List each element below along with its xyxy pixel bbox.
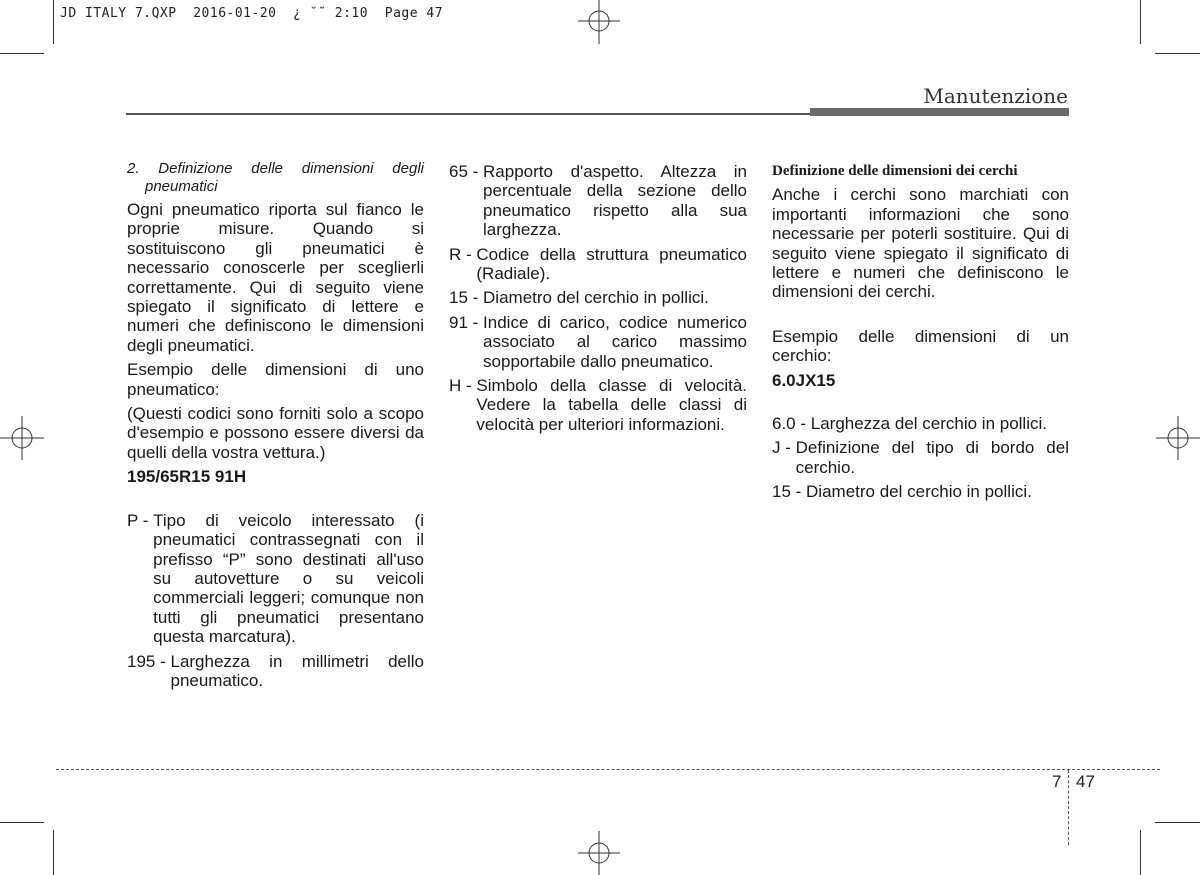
registration-mark-icon [1156, 416, 1200, 460]
crop-mark [53, 830, 54, 875]
definition-key: J - [772, 438, 796, 458]
column-left [127, 160, 424, 695]
definition-key: P - [127, 510, 154, 530]
header-rule-accent [810, 108, 1069, 116]
paragraph: Esempio delle dimensioni di uno pneumatico: [127, 360, 424, 399]
definition-item [772, 438, 1069, 477]
definition-item [449, 313, 747, 371]
footer-divider [1068, 770, 1069, 845]
definition-text: Rapporto d'aspetto. Altezza in percentuale della sezione dello pneumatico rispetto alla sua larghezza. [483, 162, 747, 240]
definition-key: 15 - [772, 482, 807, 502]
crop-mark [0, 53, 44, 54]
crop-mark [1140, 830, 1141, 875]
definition-item [127, 511, 424, 647]
chapter-number: 7 [1052, 772, 1062, 791]
crop-mark [1155, 53, 1200, 54]
print-slug: JD ITALY 7.QXP 2016-01-20 ¿ ˘˜ 2:10 Page 47 [60, 6, 444, 21]
definition-key: 65 - [449, 162, 484, 181]
definition-item [449, 162, 747, 240]
section-title: Manutenzione [923, 84, 1068, 108]
definition-item [772, 482, 1069, 501]
definition-key: H - [449, 376, 477, 396]
registration-mark-icon [0, 416, 44, 460]
definition-item [449, 288, 747, 307]
crop-mark [53, 0, 54, 44]
definition-key: 6.0 - [772, 414, 811, 434]
definition-text: Definizione del tipo di bordo del cerchio. [795, 438, 1069, 477]
definition-text: Diametro del cerchio in pollici. [483, 288, 709, 308]
column-right [772, 162, 1069, 507]
crop-mark [1140, 0, 1141, 44]
paragraph: Esempio delle dimensioni di un cerchio: [772, 326, 1069, 366]
rim-size-example: 6.0JX15 [772, 370, 836, 390]
definition-key: 91 - [449, 312, 484, 332]
definition-key: 195 - [127, 651, 171, 671]
definition-text: Tipo di veicolo interessato (i pneumatici contrassegnati con il prefisso “P” sono destinati all'uso su autovetture o su veicoli commerciali leggeri; comunque non tutti gli pneumatici presentano questa marcatura). [153, 510, 424, 647]
tire-size-example: 195/65R15 91H [127, 467, 247, 487]
paragraph: (Questi codici sono forniti solo a scopo d'esempio e possono essere diversi da quelli della vostra vettura.) [127, 404, 424, 462]
definition-key: 15 - [449, 288, 484, 308]
footer-rule [56, 769, 1160, 770]
subheading: 2. Definizione delle dimensioni degli pneumatici [127, 160, 424, 195]
definition-text: Indice di carico, codice numerico associato al carico massimo sopportabile dallo pneumatico. [483, 312, 747, 371]
definition-key: R - [449, 244, 477, 264]
column-middle [449, 162, 747, 439]
definition-text: Diametro del cerchio in pollici. [806, 482, 1032, 502]
registration-mark-icon [578, 831, 620, 875]
paragraph: Ogni pneumatico riporta sul fianco le proprie misure. Quando si sostituiscono gli pneumatici è necessario conoscerle per sceglierli correttamente. Qui di seguito viene spiegato il significato di lettere e numeri che definiscono le dimensioni degli pneumatici. [127, 200, 424, 355]
crop-mark [0, 822, 44, 823]
definition-item [449, 245, 747, 284]
definition-text: Larghezza del cerchio in pollici. [810, 414, 1047, 434]
page-number: 47 [1076, 772, 1095, 791]
registration-mark-icon [578, 0, 620, 44]
paragraph: Anche i cerchi sono marchiati con importanti informazioni che sono necessarie per poterli sostituire. Qui di seguito viene spiegato il significato di lettere e numeri che definiscono le dimensioni dei cerchi. [772, 185, 1069, 302]
header-rule [126, 113, 810, 115]
subheading: Definizione delle dimensioni dei cerchi [772, 163, 1018, 179]
crop-mark [1155, 822, 1200, 823]
definition-text: Codice della struttura pneumatico (Radiale). [476, 244, 747, 284]
definition-item [772, 414, 1069, 433]
definition-item [127, 652, 424, 691]
definition-item [449, 376, 747, 434]
definition-text: Larghezza in millimetri dello pneumatico. [170, 651, 424, 690]
definition-text: Simbolo della classe di velocità. Vedere la tabella delle classi di velocità per ulteriori informazioni. [476, 376, 747, 434]
